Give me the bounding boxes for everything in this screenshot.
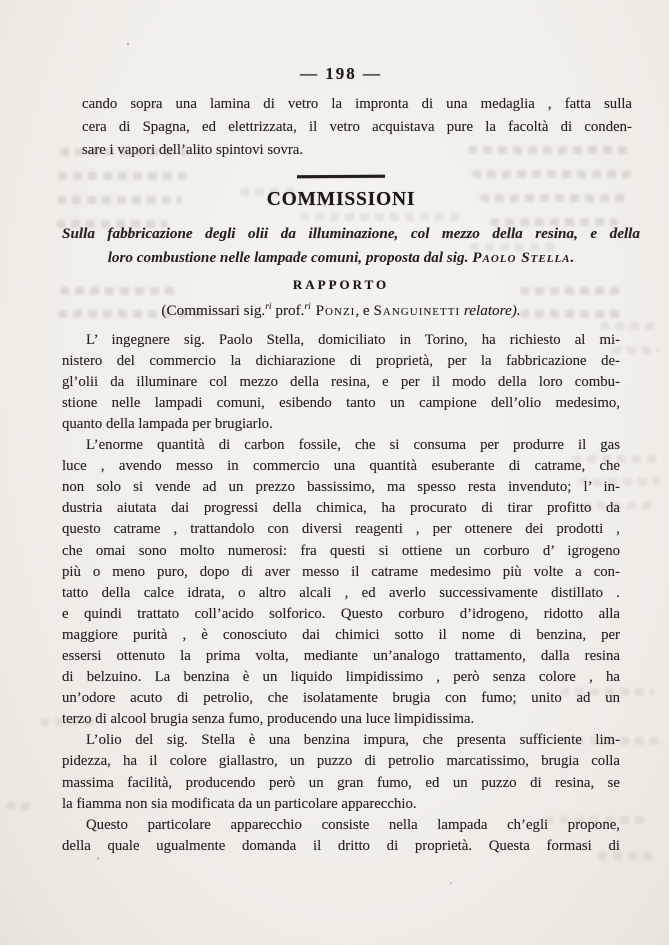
body-paragraph: [62, 815, 620, 857]
commissari-line: [62, 300, 620, 321]
text-line: luce , avendo messo in commercio una quantità esuberante di catrame, che: [62, 458, 620, 475]
text-line: di belzuino. La benzina è un liquido limpidissimo , però senza colore , ha: [62, 669, 620, 686]
subtitle-line-1: Sulla fabbricazione degli olii da illuminazione, col mezzo della resina, e della: [62, 224, 640, 242]
commissioner-name: Ponzi: [310, 301, 356, 319]
bleedthrough-artifact: [6, 802, 36, 810]
page-number: — 198 —: [300, 64, 382, 83]
text-line: questo catrame , trattandolo con diversi reagenti , per ottenere dei prodotti ,: [62, 521, 620, 538]
text-line: cera di Spagna, ed elettrizzata, il vetro acquistava pure la facoltà di conden-: [82, 119, 632, 136]
text-line: Questo particolare apparecchio consiste nella lampada ch’egli propone,: [86, 816, 620, 833]
section-subtitle: [62, 222, 640, 270]
text-line: la fiamma non sia modificata da un particolare apparecchio.: [62, 795, 417, 812]
page-content: [62, 64, 640, 857]
text-line: L’olio del sig. Stella è una benzina impura, che presenta sufficiente lim-: [86, 732, 620, 749]
text-line: massima facilità, producendo però un gran fumo, ed un puzzo di resina, se: [62, 774, 620, 791]
superscript-ri: ri: [265, 301, 272, 312]
text-line: sare i vapori dell’alito spintovi sovra.: [82, 142, 304, 159]
text-line: pidezza, ha il colore giallastro, un puzzo di petrolio marcatissimo, brugia colla: [62, 753, 620, 770]
text-line: gl’olii da illuminare col mezzo della resina, e per il modo della loro combu-: [62, 373, 620, 390]
body-paragraph: [62, 435, 620, 730]
text-line: quanto della lampada per brugiarlo.: [62, 415, 273, 432]
commissioner-name: Sanguinetti: [373, 301, 461, 319]
text-line: dustria aiutata dai progressi della chimica, ha procurato di tirar profitto da: [62, 500, 620, 517]
superscript-ri: ri: [304, 301, 311, 312]
text-line: della quale ugualmente domanda il dritto di proprietà. Questa formasi di: [62, 837, 620, 854]
author-name: Paolo Stella: [472, 248, 571, 266]
text-segment: relatore).: [460, 301, 521, 319]
report-body: [62, 330, 620, 857]
text-line: che omai sono molto numerosi: fra questi si ottiene un corburo d’ igrogeno: [62, 542, 620, 559]
text-line: stione nelle lampadi comuni, esibendo tanto un campione dell’olio medesimo,: [62, 394, 620, 411]
section-title: COMMISSIONI: [266, 188, 416, 210]
body-paragraph: [62, 330, 620, 435]
text-line: cando sopra una lamina di vetro la impronta di una medaglia , fatta sulla: [82, 96, 632, 112]
text-line: tatto della calce idrata, o altro alcali , ed averlo successivamente distillato .: [62, 584, 620, 601]
text-segment: prof.: [271, 301, 305, 319]
text-line: L’enorme quantità di carbon fossile, che si consuma per produrre il gas: [86, 437, 620, 454]
text-line: essersi ottenuto la prima volta, mediante un’analogo trattamento, dalla resina: [62, 648, 620, 665]
text-line: terzo di alcool brugia senza fumo, producendo una luce limpidissima.: [62, 711, 475, 728]
ink-speck: [450, 882, 452, 884]
text-line: e quindi trattato coll’acido solforico. Questo corburo d’idrogeno, ridotto alla: [62, 605, 620, 622]
report-label: RAPPORTO: [292, 276, 390, 292]
text-line: più o meno puro, dopo di aver messo il catrame medesimo più volte a con-: [62, 563, 620, 580]
text-line: un’odore acuto di petrolio, che isolatamente brugia con fumo; unito ad un: [62, 690, 620, 707]
text-line: non solo si vende ad un prezzo bassissimo, ma spesso resta invenduto; l’ in-: [62, 479, 620, 496]
ink-speck: [97, 857, 99, 860]
text-segment: loro combustione nelle lampade comuni, proposta dal sig.: [107, 248, 473, 266]
ink-speck: [127, 43, 129, 45]
text-segment: .: [570, 248, 575, 266]
section-divider: [297, 174, 385, 178]
subtitle-line-2: [62, 246, 620, 270]
body-paragraph: [62, 730, 620, 814]
text-segment: , e: [355, 301, 374, 319]
text-segment: (Commissari sig.: [161, 301, 266, 319]
text-line: L’ ingegnere sig. Paolo Stella, domiciliato in Torino, ha richiesto al mi-: [86, 331, 620, 348]
text-line: nistero del commercio la dichiarazione di proprietà, per la fabbricazione de-: [62, 352, 620, 369]
text-line: maggiore purità , è conosciuto dai chimici sotto il nome di benzina, per: [62, 626, 620, 643]
intro-paragraph: [82, 93, 632, 163]
